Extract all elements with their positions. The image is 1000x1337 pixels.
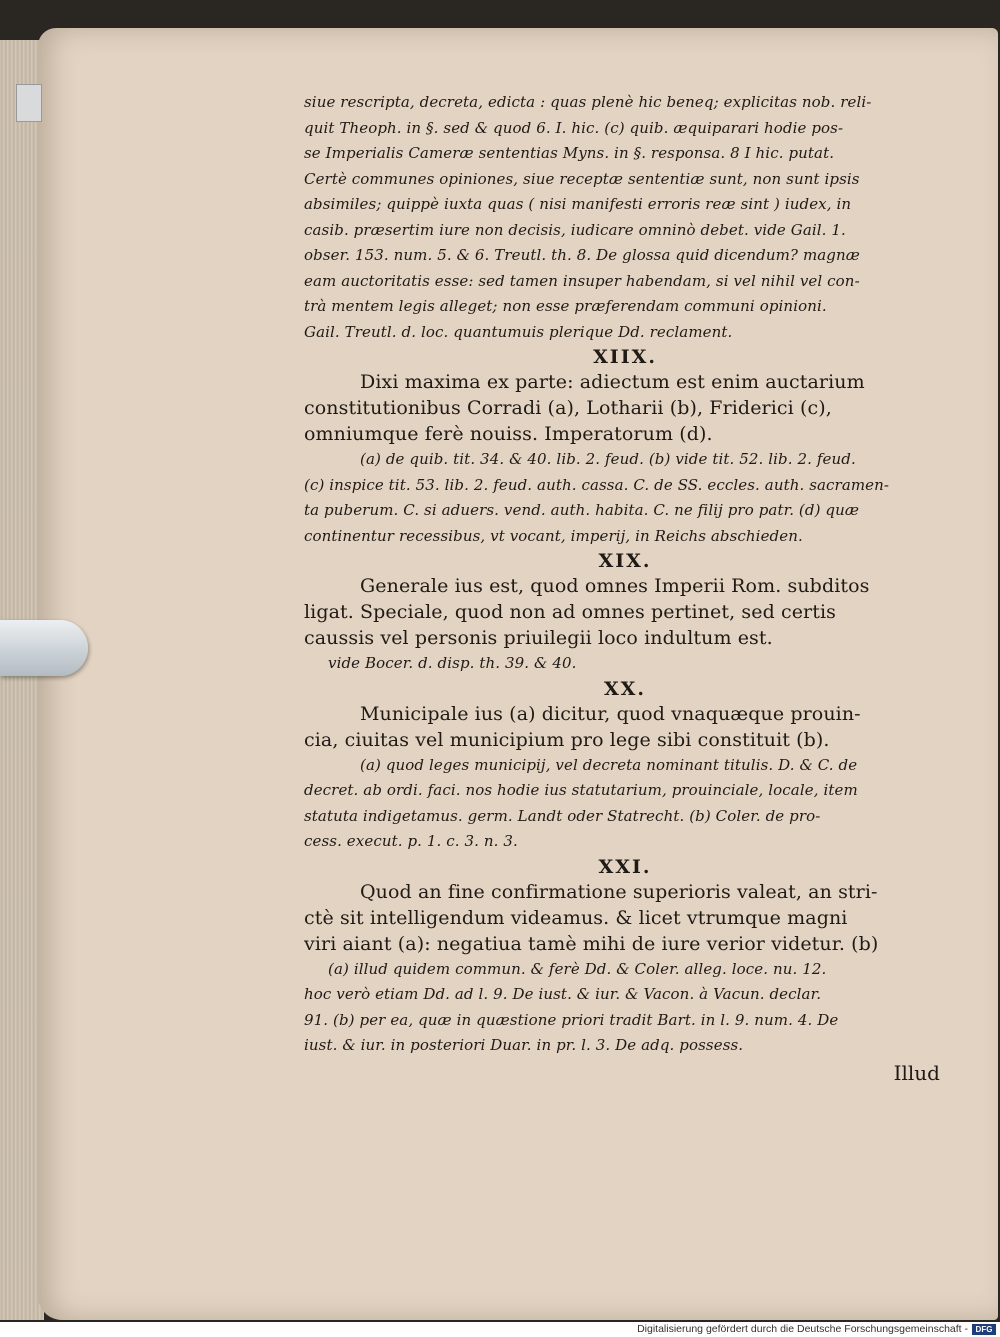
text-line: cess. execut. p. 1. c. 3. n. 3. <box>304 832 518 850</box>
text-line: 91. (b) per ea, quæ in quæstione priori tradit Bart. in l. 9. num. 4. De <box>304 1010 839 1029</box>
section-heading: XXI. <box>598 855 652 878</box>
text-line: omniumque ferè nouiss. Imperatorum (d). <box>304 423 713 445</box>
text-line: continentur recessibus, vt vocant, imperij, in Reichs abschieden. <box>304 526 803 545</box>
text-line: Dixi maxima ex parte: adiectum est enim auctarium <box>360 371 865 393</box>
text-line: hoc verò etiam Dd. ad l. 9. De iust. & iur. & Vacon. à Vacun. declar. <box>304 985 822 1003</box>
text-line: (a) quod leges municipij, vel decreta nominant titulis. D. & C. de <box>360 755 858 774</box>
dfg-logo-icon: DFG <box>972 1324 996 1335</box>
text-line: ligat. Speciale, quod non ad omnes pertinet, sed certis <box>304 601 836 623</box>
catchword: Illud <box>893 1060 940 1085</box>
text-line: iust. & iur. in posteriori Duar. in pr. l. 3. De adq. possess. <box>304 1036 744 1054</box>
text-line: Generale ius est, quod omnes Imperii Rom. subditos <box>360 575 870 597</box>
text-line: cia, ciuitas vel municipium pro lege sibi constituit (b). <box>304 728 830 751</box>
text-line: caussis vel personis priuilegii loco indultum est. <box>304 627 773 649</box>
text-line: decret. ab ordi. faci. nos hodie ius statutarium, prouinciale, locale, item <box>304 781 858 799</box>
text-line: Gail. Treutl. d. loc. quantumuis plerique Dd. reclament. <box>304 322 733 341</box>
text-line: obser. 153. num. 5. & 6. Treutl. th. 8. De glossa quid dicendum? magnæ <box>304 246 860 264</box>
footer-bar <box>0 1322 1000 1337</box>
text-line: absimiles; quippè iuxta quas ( nisi manifesti erroris reæ sint ) iudex, in <box>304 195 852 213</box>
text-line: siue rescripta, decreta, edicta : quas plenè hic beneq; explicitas nob. reli- <box>304 93 872 111</box>
text-line: Certè communes opiniones, siue receptæ sententiæ sunt, non sunt ipsis <box>304 169 860 188</box>
section-heading: XIX. <box>598 550 652 572</box>
text-line: (a) de quib. tit. 34. & 40. lib. 2. feud. (b) vide tit. 52. lib. 2. feud. <box>360 450 856 468</box>
text-line: vide Bocer. d. disp. th. 39. & 40. <box>328 654 577 672</box>
footer-credit: Digitalisierung gefördert durch die Deutsche Forschungsgemeinschaft - <box>637 1323 968 1335</box>
text-line: Municipale ius (a) dicitur, quod vnaquæque prouin- <box>360 702 861 725</box>
text-line: Quod an fine confirmatione superioris valeat, an stri- <box>360 880 878 903</box>
text-line: trà mentem legis alleget; non esse præferendam communi opinioni. <box>304 297 827 315</box>
text-line: statuta indigetamus. germ. Landt oder Statrecht. (b) Coler. de pro- <box>304 806 821 825</box>
text-line: quit Theoph. in §. sed & quod 6. I. hic. (c) quib. æquiparari hodie pos- <box>304 118 844 137</box>
section-heading: XX. <box>603 677 647 700</box>
text-line: constitutionibus Corradi (a), Lotharii (b), Friderici (c), <box>304 397 832 419</box>
paper-clip <box>16 84 42 122</box>
text-line: se Imperialis Cameræ sententias Myns. in §. responsa. 8 I hic. putat. <box>304 144 835 162</box>
text-line: ta puberum. C. si aduers. vend. auth. habita. C. ne filij pro patr. (d) quæ <box>304 501 860 519</box>
section-heading: XIIX. <box>593 346 657 368</box>
text-line: ctè sit intelligendum videamus. & licet vtrumque magni <box>304 906 848 929</box>
text-line: eam auctoritatis esse: sed tamen insuper habendam, si vel nihil vel con- <box>304 271 860 290</box>
text-line: casib. præsertim iure non decisis, iudicare omninò debet. vide Gail. 1. <box>304 220 846 239</box>
text-line: (a) illud quidem commun. & ferè Dd. & Coler. alleg. loce. nu. 12. <box>328 959 827 978</box>
text-line: (c) inspice tit. 53. lib. 2. feud. auth. cassa. C. de SS. eccles. auth. sacramen- <box>304 475 890 494</box>
page-tab-marker <box>0 620 88 676</box>
page-text <box>300 90 950 1087</box>
text-line: viri aiant (a): negatiua tamè mihi de iure verior videtur. (b) <box>304 932 879 955</box>
